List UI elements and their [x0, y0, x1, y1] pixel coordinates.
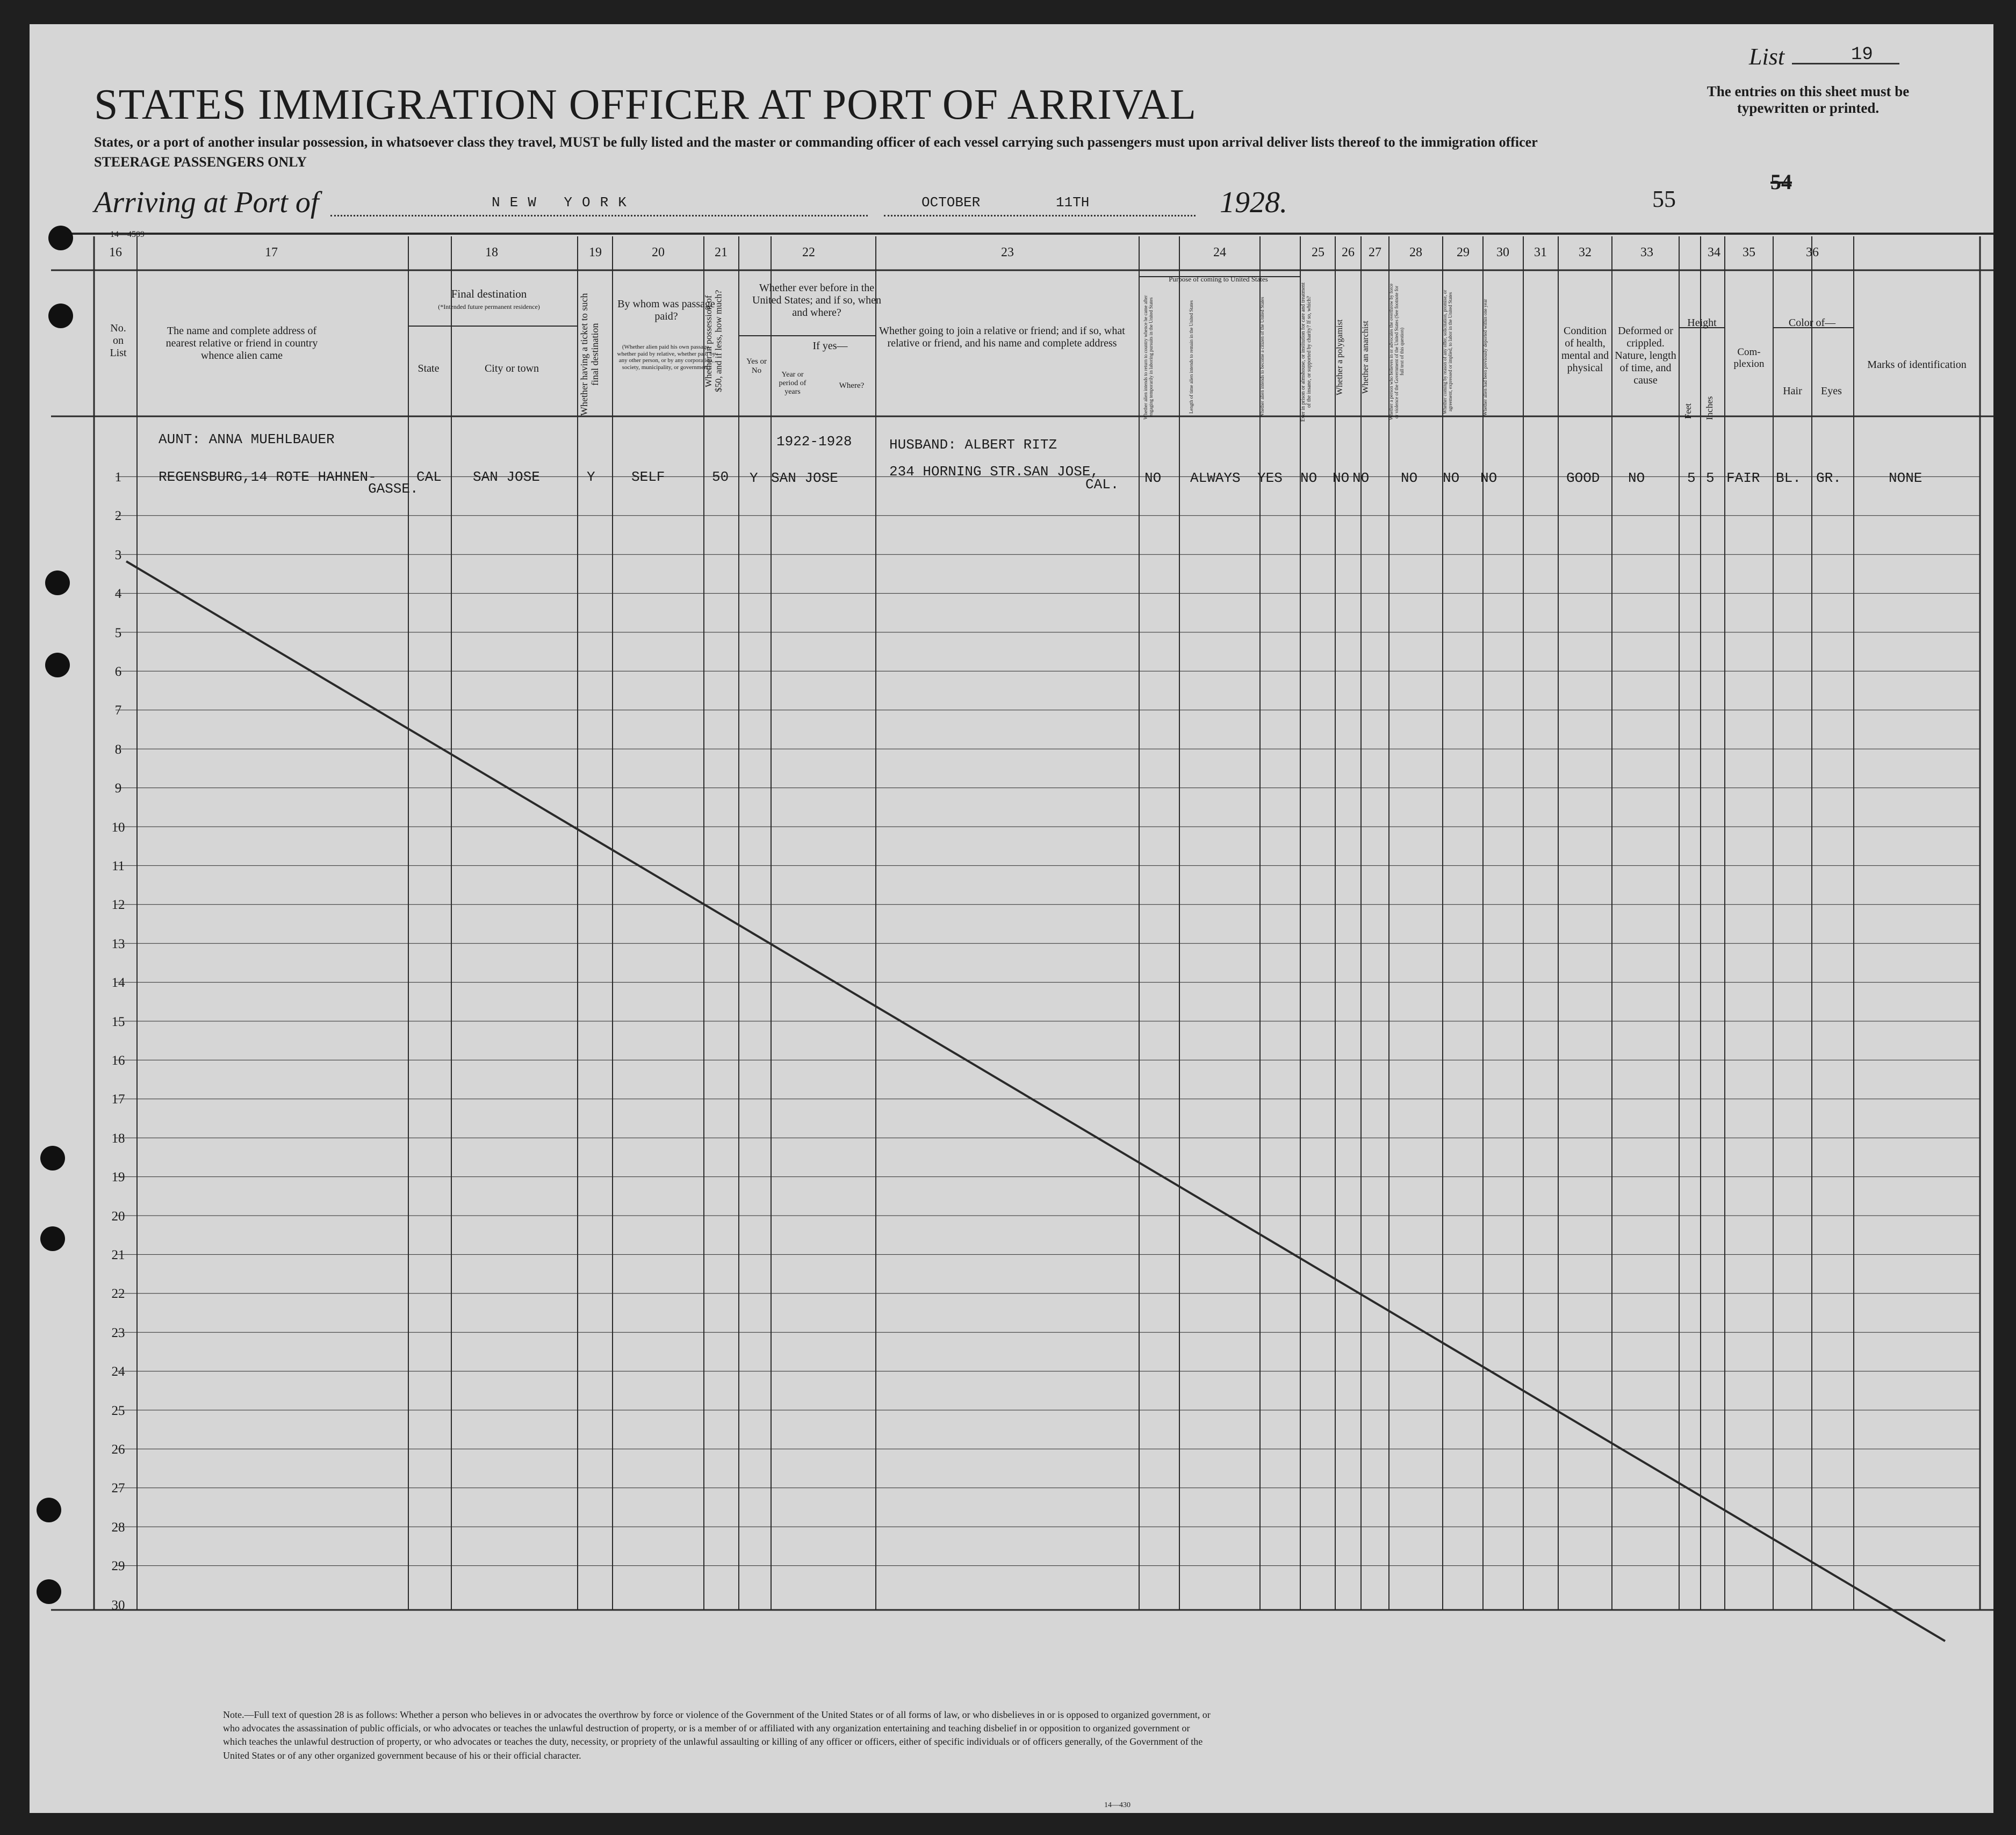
header-deformed: Deformed or crippled. Nature, length of time, and cause	[1615, 325, 1676, 386]
column-number: 26	[1342, 245, 1355, 259]
row-number: 20	[111, 1209, 125, 1224]
hair-value: BL.	[1776, 470, 1801, 486]
purpose-return-value: NO	[1144, 470, 1162, 486]
purpose-length-value: ALWAYS	[1190, 470, 1241, 486]
arriving-label: Arriving at Port of	[94, 186, 319, 219]
column-number: 29	[1457, 245, 1470, 259]
header-purpose: Purpose of coming to United States	[1169, 275, 1268, 283]
form-code: 14—4509	[110, 230, 145, 239]
footnote-code: 14—430	[1104, 1801, 1131, 1809]
row-number: 5	[114, 625, 122, 640]
deported-value: NO	[1480, 470, 1497, 486]
header-anarchist: Whether an anarchist	[1361, 321, 1370, 394]
header-marks: Marks of identification	[1867, 359, 1967, 371]
row-number: 30	[111, 1598, 125, 1613]
header-purpose-length: Length of time alien intends to remain in the United States	[1189, 300, 1194, 414]
column-number: 35	[1743, 245, 1755, 259]
purpose-citizen-value: YES	[1257, 470, 1283, 486]
row-number: 10	[111, 820, 125, 835]
row-number: 21	[111, 1248, 125, 1262]
header-join-relative: Whether going to join a relative or friend; and if so, what relative or friend, and his name and complete address	[879, 325, 1125, 349]
punch-hole	[37, 1498, 61, 1522]
row-number: 12	[111, 898, 125, 913]
header-hair: Hair	[1783, 385, 1802, 397]
header-height: Height	[1687, 317, 1717, 329]
header-eyes: Eyes	[1821, 385, 1842, 397]
column-number: 27	[1369, 245, 1381, 259]
punch-hole	[37, 1579, 61, 1604]
before-years-value: 1922-1928	[776, 434, 852, 450]
punch-hole	[40, 1146, 65, 1171]
header-condition: Condition of health, mental and physical	[1561, 325, 1609, 374]
row-number: 23	[111, 1325, 125, 1340]
page-number-crossed: 54	[1770, 170, 1792, 194]
header-ever-before: Whether ever before in the United States; and if so, when and where?	[752, 282, 881, 319]
footnote: Note.—Full text of question 28 is as follows: Whether a person who believes in or advocates the overthrow by force or violence of the Government of the United States or of all forms of law, or who disbelieves in or is opposed to organized government, or who advocates the assassination of public officials, or who advocates or teaches the unlawful destruction of property, or is a member of or affiliated with any organization entertaining and teaching disbelief in or opposition to organized government or which teaches the unlawful destruction of property, or who advocates or teaches the duty, necessity, or propriety of the unlawful assaulting or killing of any officer or officers, either of specific individuals or of officers generally, of the Government of the United States or of any other organized government because of his or their official character.	[223, 1709, 1211, 1761]
complexion-value: FAIR	[1726, 470, 1760, 486]
punch-hole	[40, 1226, 65, 1251]
port-dotted-line	[330, 215, 868, 216]
header-nearest-relative: The name and complete address of nearest relative or friend in country whence alien came	[165, 325, 318, 362]
row-number: 15	[111, 1014, 125, 1029]
header-ticket: Whether having a ticket to such final destination	[579, 293, 600, 416]
row-number: 4	[114, 587, 122, 602]
month-value: OCTOBER	[921, 194, 981, 211]
header-passage-note: (Whether alien paid his own passage, whether paid by relative, whether paid by any other person, or by any corporation, society, municipality, or government)	[617, 344, 716, 371]
before-where-value: SAN JOSE	[771, 470, 838, 486]
header-purpose-return: Whether alien intends to return to country whence he came after engaging temporarily in laboring pursuits in the United States	[1143, 295, 1154, 420]
before-yes-value: Y	[750, 470, 758, 486]
list-label: List	[1749, 44, 1785, 70]
row-number: 27	[111, 1481, 125, 1496]
instructions-text: States, or a port of another insular possession, in whatsoever class they travel, MUST be fully listed and the master or commanding officer of each vessel carrying such passengers must upon arrival deliver lists thereof to the immigration officer	[94, 134, 1538, 150]
row-number: 26	[111, 1442, 125, 1457]
port-value: NEW YORK	[492, 194, 636, 211]
column-number: 36	[1806, 245, 1819, 259]
row-number: 22	[111, 1287, 125, 1302]
ruled-grid	[30, 24, 1993, 1813]
column-number: 31	[1534, 245, 1547, 259]
column-number: 23	[1001, 245, 1014, 259]
header-prison: Ever in prison or almshouse, or institution for care and treatment of the insane, or supported by charity? If so, which?	[1300, 282, 1312, 422]
polygamist-value: NO	[1333, 470, 1350, 486]
column-number: 25	[1312, 245, 1324, 259]
header-state: State	[417, 363, 440, 374]
list-number: 19	[1851, 45, 1873, 65]
row-number: 29	[111, 1559, 125, 1574]
column-number: 30	[1496, 245, 1509, 259]
join-relative-address-cont: CAL.	[1085, 476, 1119, 493]
row-number: 18	[111, 1131, 125, 1146]
row-number: 16	[111, 1053, 125, 1068]
inches-value: 5	[1706, 470, 1715, 486]
row-number: 8	[114, 742, 122, 757]
q28-value: NO	[1401, 470, 1418, 486]
header-where: Where?	[839, 381, 865, 390]
condition-value: GOOD	[1566, 470, 1600, 486]
row-number: 1	[114, 470, 122, 485]
column-number: 21	[715, 245, 728, 259]
grid-line	[126, 561, 1945, 1641]
page-title: STATES IMMIGRATION OFFICER AT PORT OF ARRIVAL	[94, 81, 1197, 128]
join-relative-address: 234 HORNING STR.SAN JOSE,	[889, 464, 1099, 480]
row-number: 28	[111, 1520, 125, 1535]
row-number: 11	[111, 859, 125, 873]
anarchist-value: NO	[1352, 470, 1370, 486]
row-number: 17	[111, 1092, 125, 1107]
header-inches: Inches	[1704, 396, 1715, 421]
header-final-destination: Final destination	[451, 287, 527, 300]
relative-address: REGENSBURG,14 ROTE HAHNEN-	[159, 469, 377, 485]
header-passage-paid: By whom was passage paid?	[617, 298, 715, 322]
column-number: 17	[265, 245, 278, 259]
header-year-or-period: Year or period of years	[779, 371, 807, 396]
punch-hole	[45, 653, 70, 677]
relative-name: AUNT: ANNA MUEHLBAUER	[159, 431, 335, 447]
page-number: 55	[1652, 186, 1676, 212]
typewrite-note: The entries on this sheet must be typewritten or printed.	[1707, 83, 1910, 117]
header-if-yes: If yes—	[812, 340, 848, 352]
column-number: 22	[802, 245, 815, 259]
header-q28: Whether a person who believes in or advocates the overthrow by force or violence of the Government of the United States (See footnote for full text of this question)	[1388, 283, 1405, 421]
list-underline	[1792, 63, 1899, 64]
header-possession-50: Whether in possession of $50, and if less, how much?	[703, 290, 724, 393]
prison-value: NO	[1300, 470, 1317, 486]
passage-value: SELF	[631, 469, 665, 485]
header-contract-labor: Whether coming by reason of any offer, solicitation, promise, or agreement, expressed or implied, to labor in the United States	[1442, 290, 1453, 414]
date-dotted-line	[884, 215, 1196, 216]
dest-state: CAL	[416, 469, 442, 485]
header-polygamist: Whether a polygamist	[1335, 319, 1344, 395]
column-number: 34	[1708, 245, 1720, 259]
header-color-of: Color of—	[1788, 317, 1836, 329]
column-number: 32	[1579, 245, 1592, 259]
column-number: 18	[485, 245, 498, 259]
row-number: 25	[111, 1403, 125, 1418]
row-number: 3	[114, 547, 122, 562]
punch-hole	[48, 226, 73, 250]
join-relative-name: HUSBAND: ALBERT RITZ	[889, 437, 1057, 453]
feet-value: 5	[1687, 470, 1696, 486]
column-number: 33	[1640, 245, 1653, 259]
column-number: 20	[652, 245, 665, 259]
punch-hole	[48, 304, 73, 328]
row-number: 14	[111, 976, 125, 991]
header-city: City or town	[484, 363, 539, 374]
marks-value: NONE	[1889, 470, 1923, 486]
relative-address-cont: GASSE.	[368, 481, 419, 497]
header-final-destination-note: (*Intended future permanent residence)	[438, 303, 540, 310]
money-value: 50	[712, 469, 729, 485]
row-number: 6	[114, 664, 122, 679]
dest-city: SAN JOSE	[473, 469, 540, 485]
column-number: 19	[589, 245, 602, 259]
steerage-label: STEERAGE PASSENGERS ONLY	[94, 154, 307, 170]
day-value: 11TH	[1056, 194, 1090, 211]
deformed-value: NO	[1628, 470, 1645, 486]
eyes-value: GR.	[1816, 470, 1841, 486]
row-number: 2	[114, 509, 122, 524]
header-yes-or-no: Yes or No	[746, 357, 767, 375]
header-feet: Feet	[1683, 403, 1693, 419]
row-number: 9	[114, 781, 122, 796]
header-deported: Whether alien had been previously deported within one year	[1482, 299, 1488, 416]
row-number: 19	[111, 1170, 125, 1185]
punch-hole	[45, 570, 70, 595]
contract-value: NO	[1443, 470, 1460, 486]
row-number: 24	[111, 1364, 125, 1379]
year-value: 1928.	[1220, 186, 1287, 219]
column-number: 16	[109, 245, 122, 259]
row-number: 7	[114, 703, 122, 718]
ticket-value: Y	[587, 469, 595, 485]
manifest-sheet	[30, 24, 1993, 1813]
header-purpose-citizen: Whether alien intends to become a citizen of the United States	[1259, 297, 1265, 418]
header-no-on-list: No. on List	[110, 322, 127, 359]
header-complexion: Com-plexion	[1733, 346, 1765, 370]
column-number: 28	[1409, 245, 1422, 259]
column-number: 24	[1213, 245, 1226, 259]
row-number: 13	[111, 936, 125, 951]
